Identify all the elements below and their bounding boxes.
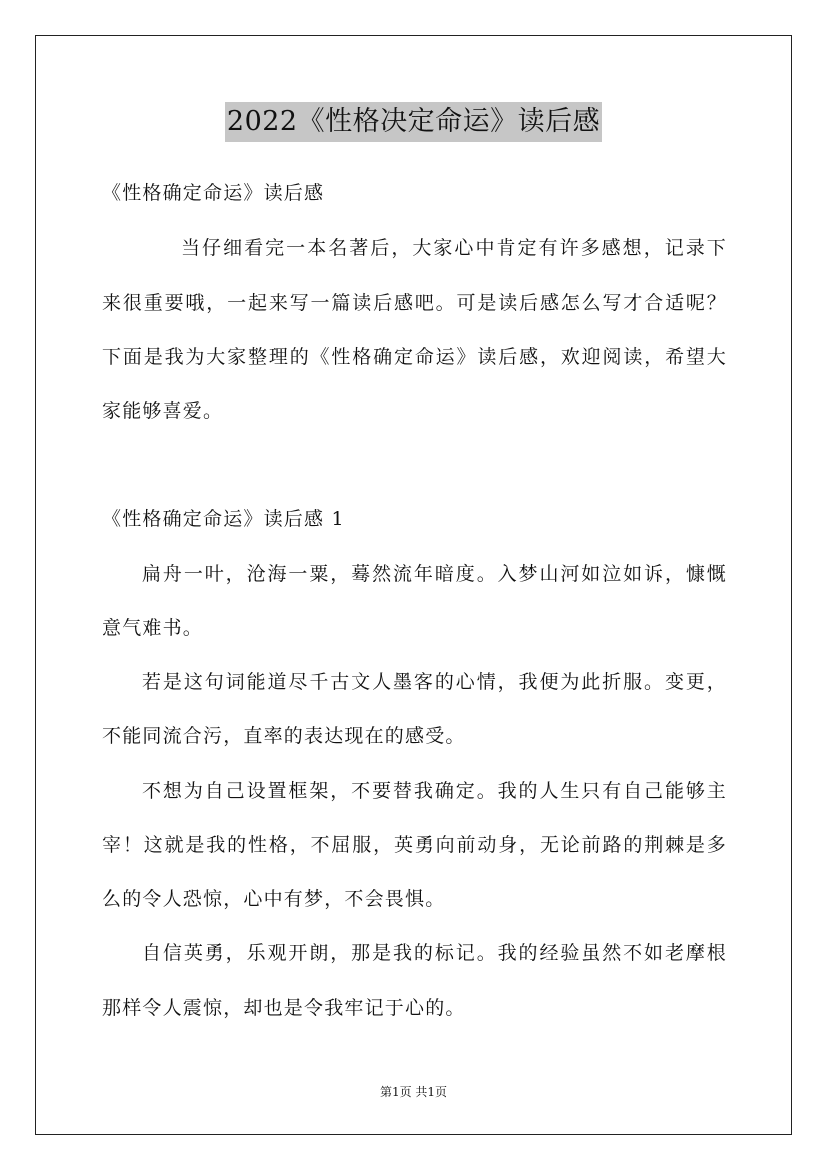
page-footer: 第1页 共1页 — [379, 1085, 448, 1099]
body-line-5: 不想为自己设置框架，不要替我确定。我的人生只有自己能够主 — [142, 780, 727, 802]
body-line-2: 意气难书。 — [102, 617, 204, 639]
intro-line-3: 下面是我为大家整理的《性格确定命运》读后感，欢迎阅读，希望大 — [102, 346, 727, 368]
section-heading: 《性格确定命运》读后感 1 — [102, 508, 345, 530]
body-line-6: 宰！这就是我的性格，不屈服，英勇向前动身，无论前路的荆棘是多 — [102, 834, 727, 856]
body-line-9: 那样令人震惊，却也是令我牢记于心的。 — [102, 997, 466, 1019]
document-title: 2022《性格决定命运》读后感 — [225, 102, 602, 142]
document-subtitle: 《性格确定命运》读后感 — [102, 182, 325, 204]
body-line-3: 若是这句词能道尽千古文人墨客的心情，我便为此折服。变更， — [142, 671, 727, 693]
intro-line-4: 家能够喜爱。 — [102, 400, 224, 422]
intro-line-2: 来很重要哦，一起来写一篇读后感吧。可是读后感怎么写才合适呢？ — [102, 292, 727, 314]
body-line-8: 自信英勇，乐观开朗，那是我的标记。我的经验虽然不如老摩根 — [142, 942, 727, 964]
body-line-4: 不能同流合污，直率的表达现在的感受。 — [102, 725, 466, 747]
body-line-7: 么的令人恐惊，心中有梦，不会畏惧。 — [102, 888, 446, 910]
intro-line-1: 当仔细看完一本名著后，大家心中肯定有许多感想，记录下 — [181, 237, 727, 259]
body-line-1: 扁舟一叶，沧海一粟，蓦然流年暗度。入梦山河如泣如诉，慷慨 — [142, 563, 727, 585]
title-container — [0, 102, 827, 142]
